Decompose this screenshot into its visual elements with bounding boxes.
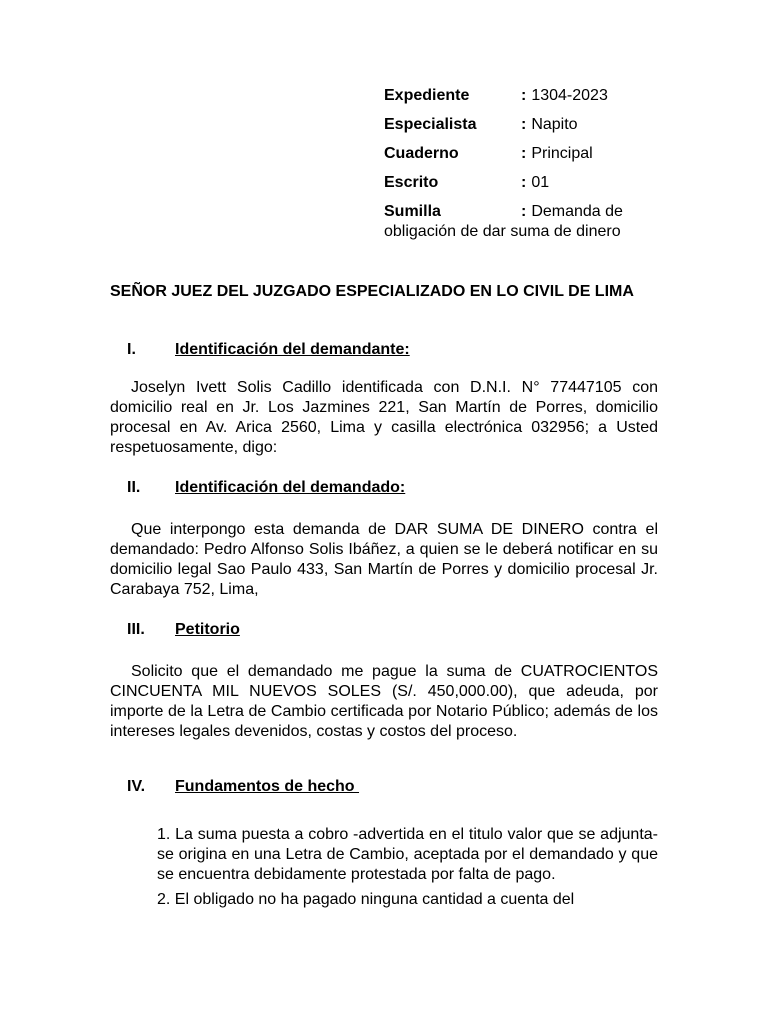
sumilla-value: Demanda de obligación de dar suma de dinero (384, 203, 623, 240)
section-number: III. (127, 621, 145, 638)
case-header (384, 86, 664, 242)
fundamento-item: 2. El obligado no ha pagado ninguna cantidad a cuenta del (157, 891, 575, 908)
section-number: IV. (127, 778, 146, 795)
header-colon: : (521, 174, 527, 191)
header-label: Expediente (384, 87, 470, 104)
header-value: Napito (531, 116, 578, 133)
header-label: Especialista (384, 116, 477, 133)
header-label: Escrito (384, 174, 439, 191)
header-row-especialista (384, 115, 664, 144)
section-title: Identificación del demandante: (175, 341, 410, 358)
fundamento-item: 1. La suma puesta a cobro -advertida en el titulo valor que se adjunta- se origina en una Letra de Cambio, aceptada por el demandado y que se encuentra debidamente protestada por falta de pago. (157, 826, 658, 883)
demandante-paragraph: Joselyn Ivett Solis Cadillo identificada con D.N.I. N° 77447105 con domicilio real en Jr. Los Jazmines 221, San Martín de Porres, domicilio procesal en Av. Arica 2560, Lima y casilla electrónica 032956; a Usted respetuosamente, digo: (110, 379, 658, 456)
header-colon: : (521, 87, 527, 104)
header-colon: : (521, 145, 527, 162)
header-colon: : (521, 116, 527, 133)
section-title: Fundamentos de hecho (175, 778, 360, 795)
petitorio-paragraph: Solicito que el demandado me pague la suma de CUATROCIENTOS CINCUENTA MIL NUEVOS SOLES (S/. 450,000.00), que adeuda, por importe de la Letra de Cambio certificada por Notario Público; además de los intereses legales devenidos, costas y costos del proceso. (110, 663, 658, 740)
section-number: I. (127, 341, 136, 358)
header-label: Sumilla (384, 203, 441, 220)
header-value: 01 (531, 174, 550, 191)
demandado-paragraph: Que interpongo esta demanda de DAR SUMA DE DINERO contra el demandado: Pedro Alfonso Solis Ibáñez, a quien se le deberá notificar en su domicilio legal Sao Paulo 433, San Martín de Porres y domicilio procesal Jr. Carabaya 752, Lima, (110, 521, 658, 598)
header-label: Cuaderno (384, 145, 459, 162)
header-row-expediente (384, 86, 664, 115)
section-number: II. (127, 479, 141, 496)
header-value: Principal (531, 145, 593, 162)
header-colon: : (521, 203, 527, 220)
section-title: Identificación del demandado: (175, 479, 406, 496)
section-title: Petitorio (175, 621, 240, 638)
addressee-heading: SEÑOR JUEZ DEL JUZGADO ESPECIALIZADO EN LO CIVIL DE LIMA (110, 283, 634, 300)
header-row-cuaderno (384, 144, 664, 173)
header-row-sumilla (384, 202, 664, 242)
header-value: 1304-2023 (531, 87, 608, 104)
fundamentos-list (157, 825, 658, 915)
header-row-escrito (384, 173, 664, 202)
